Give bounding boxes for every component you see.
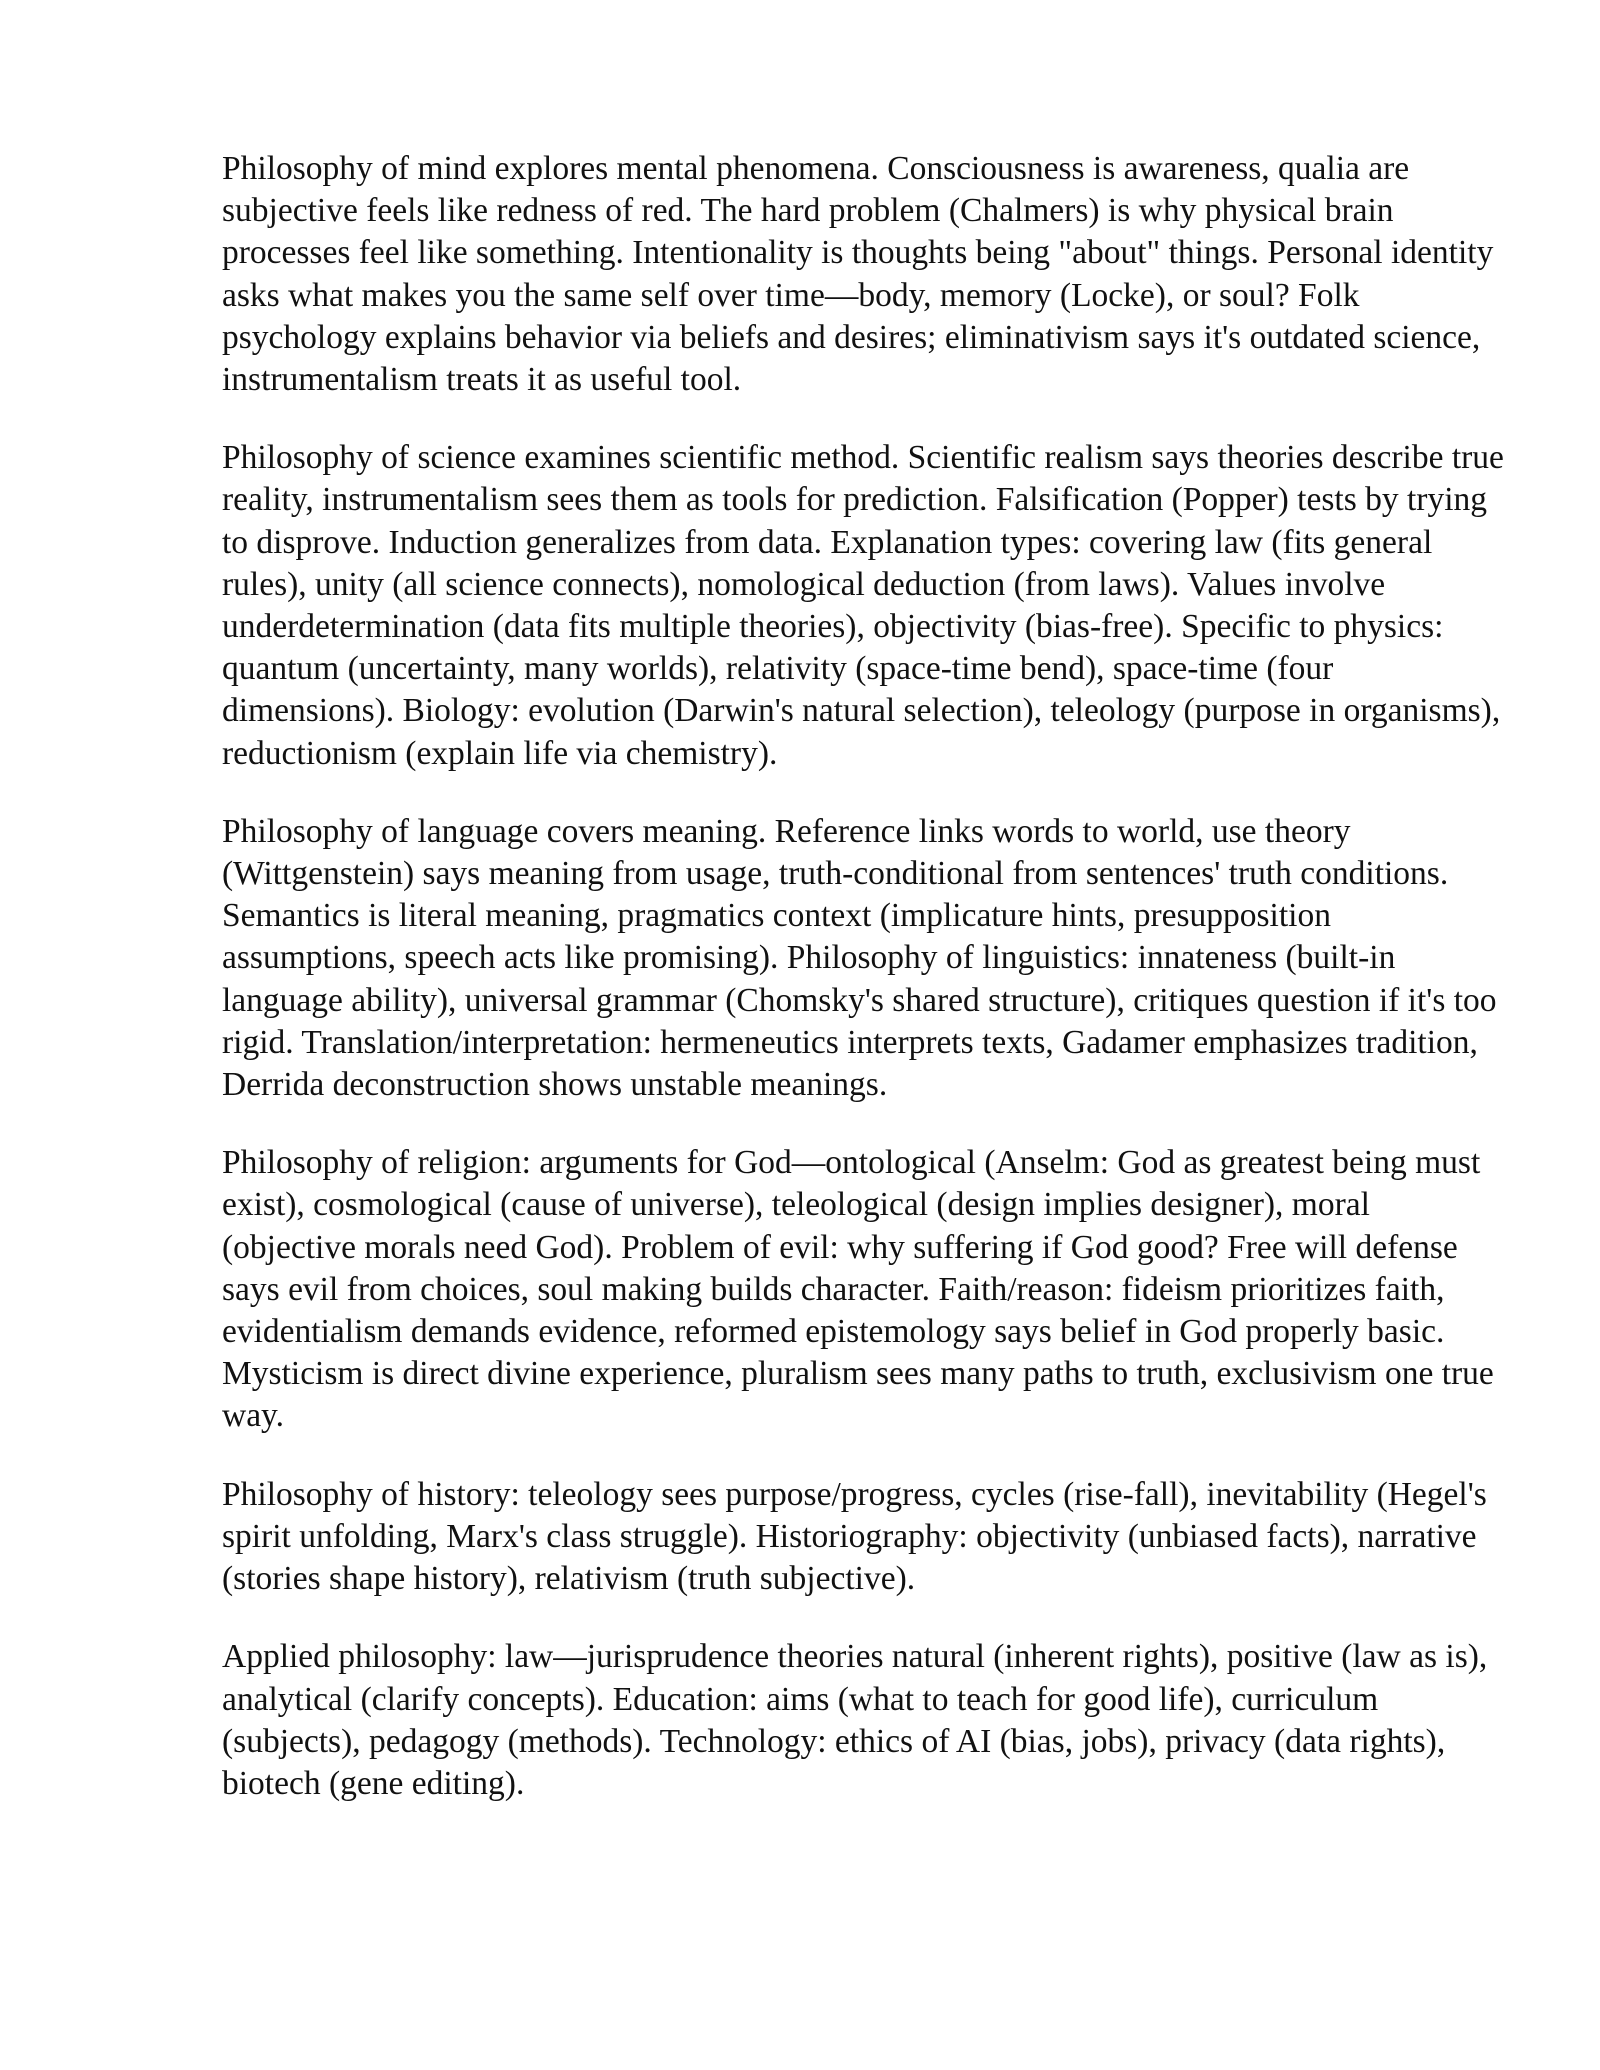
paragraph-philosophy-of-mind: Philosophy of mind explores mental phenomena. Consciousness is awareness, qualia are subjective feels like redness of red. The hard problem (Chalmers) is why physical brain processes feel like something. Intentionality is thoughts being "about" things. Personal identity asks what makes you the same self over time—body, memory (Locke), or soul? Folk psychology explains behavior via beliefs and desires; eliminativism says it's outdated science, instrumentalism treats it as useful tool. — [222, 150, 1494, 399]
document-page — [222, 148, 1504, 1841]
paragraph-applied-philosophy: Applied philosophy: law—jurisprudence theories natural (inherent rights), positive (law as is), analytical (clarify concepts). Education: aims (what to teach for good life), curriculum (subjects), pedagogy (methods). Technology: ethics of AI (bias, jobs), privacy (data rights), biotech (gene editing). — [222, 1638, 1488, 1802]
paragraph-philosophy-of-religion: Philosophy of religion: arguments for God—ontological (Anselm: God as greatest being must exist), cosmological (cause of universe), teleological (design implies designer), moral (objective morals need God). Problem of evil: why suffering if God good? Free will defense says evil from choices, soul making builds character. Faith/reason: fideism prioritizes faith, evidentialism demands evidence, reformed epistemology says belief in God properly basic. Mysticism is direct divine experience, pluralism sees many paths to truth, exclusivism one true way. — [222, 1144, 1494, 1435]
paragraph-philosophy-of-science: Philosophy of science examines scientific method. Scientific realism says theories describe true reality, instrumentalism sees them as tools for prediction. Falsification (Popper) tests by trying to disprove. Induction generalizes from data. Explanation types: covering law (fits general rules), unity (all science connects), nomological deduction (from laws). Values involve underdetermination (data fits multiple theories), objectivity (bias-free). Specific to physics: quantum (uncertainty, many worlds), relativity (space-time bend), space-time (four dimensions). Biology: evolution (Darwin's natural selection), teleology (purpose in organisms), reductionism (explain life via chemistry). — [222, 439, 1504, 772]
paragraph-philosophy-of-language: Philosophy of language covers meaning. Reference links words to world, use theory (Wittgenstein) says meaning from usage, truth-conditional from sentences' truth conditions. Semantics is literal meaning, pragmatics context (implicature hints, presupposition assumptions, speech acts like promising). Philosophy of linguistics: innateness (built-in language ability), universal grammar (Chomsky's shared structure), critiques question if it's too rigid. Translation/interpretation: hermeneutics interprets texts, Gadamer emphasizes tradition, Derrida deconstruction shows unstable meanings. — [222, 812, 1497, 1104]
paragraph-philosophy-of-history: Philosophy of history: teleology sees purpose/progress, cycles (rise-fall), inevitability (Hegel's spirit unfolding, Marx's class struggle). Historiography: objectivity (unbiased facts), narrative (stories shape history), relativism (truth subjective). — [222, 1475, 1487, 1598]
